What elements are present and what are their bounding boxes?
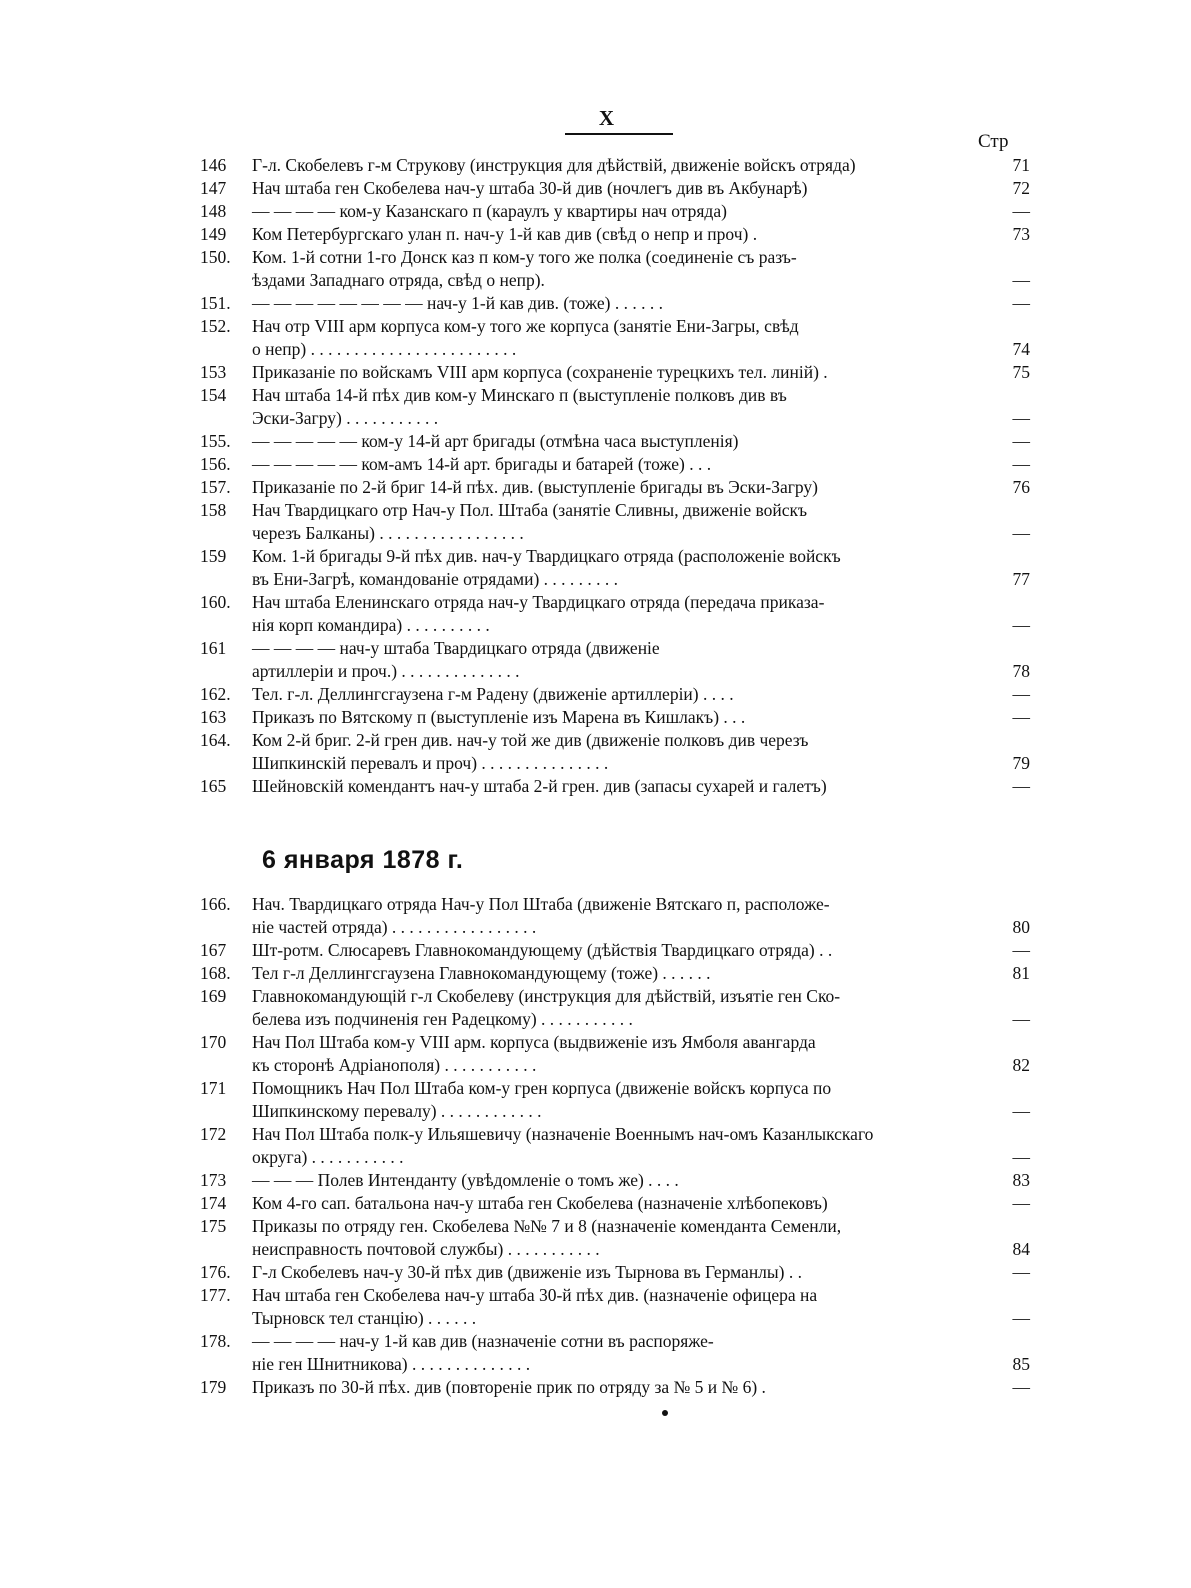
entry-page: 80 xyxy=(1012,917,1030,937)
entry-page: — xyxy=(1012,1101,1030,1121)
entry-number: 165 xyxy=(200,776,227,796)
entry-line: черезъ Балканы) . . . . . . . . . . . . . . . . . xyxy=(252,523,524,543)
entry-number: 164. xyxy=(200,730,231,750)
entry-line: Приказъ по 30-й пѣх. див (повтореніе прик по отряду за № 5 и № 6) . xyxy=(252,1377,766,1397)
entry-line: Приказъ по Вятскому п (выступленіе изъ Марена въ Кишлакъ) . . . xyxy=(252,707,746,727)
header-rule xyxy=(565,133,673,135)
entry-number: 166. xyxy=(200,894,231,914)
entry-line: Приказы по отряду ген. Скобелева №№ 7 и 8 (назначеніе коменданта Семенли, xyxy=(252,1216,842,1236)
toc-entry xyxy=(200,476,1030,499)
entry-line: къ сторонѣ Адріанополя) . . . . . . . . . . . xyxy=(252,1055,537,1075)
entry-number: 177. xyxy=(200,1285,231,1305)
entry-description xyxy=(252,1077,996,1123)
entry-description xyxy=(252,545,996,591)
page-column-label: Стр xyxy=(978,131,1009,152)
entry-number: 162. xyxy=(200,684,231,704)
entry-page: — xyxy=(1012,270,1030,290)
entry-number: 149 xyxy=(200,224,227,244)
entry-line: — — — — нач-у 1-й кав див (назначеніе сотни въ распоряже- xyxy=(252,1331,714,1351)
toc-entry xyxy=(200,246,1030,292)
entry-description xyxy=(252,361,996,384)
entry-line: Нач штаба ген Скобелева нач-у штаба 30-й див (ночлегъ див въ Акбунарѣ) xyxy=(252,178,808,198)
entry-page: 75 xyxy=(1012,362,1030,382)
entry-description xyxy=(252,985,996,1031)
toc-entry xyxy=(200,1330,1030,1376)
entry-line: Ком Петербургскаго улан п. нач-у 1-й кав див (свѣд о непр и проч) . xyxy=(252,224,758,244)
entry-page: — xyxy=(1012,1377,1030,1397)
toc-entry xyxy=(200,453,1030,476)
toc-section-2 xyxy=(200,893,1030,1399)
entry-line: Приказаніе по войскамъ VIII арм корпуса (сохраненіе турецкихъ тел. линій) . xyxy=(252,362,828,382)
entry-number: 175 xyxy=(200,1216,227,1236)
entry-number: 158 xyxy=(200,500,227,520)
toc-entry xyxy=(200,637,1030,683)
entry-line: — — — — — ком-амъ 14-й арт. бригады и батарей (тоже) . . . xyxy=(252,454,712,474)
entry-description xyxy=(252,154,996,177)
toc-entry xyxy=(200,545,1030,591)
toc-entry xyxy=(200,1123,1030,1169)
entry-description xyxy=(252,637,996,683)
entry-description xyxy=(252,292,996,315)
entry-line: артиллеріи и проч.) . . . . . . . . . . . . . . xyxy=(252,661,520,681)
toc-entry xyxy=(200,591,1030,637)
entry-number: 148 xyxy=(200,201,227,221)
entry-description xyxy=(252,453,996,476)
entry-line: ніе частей отряда) . . . . . . . . . . . . . . . . . xyxy=(252,917,537,937)
entry-page: — xyxy=(1012,431,1030,451)
entry-page: — xyxy=(1012,1193,1030,1213)
entry-line: ѣздами Западнаго отряда, свѣд о непр). xyxy=(252,270,545,290)
entry-line: нія корп командира) . . . . . . . . . . xyxy=(252,615,490,635)
entry-number: 150. xyxy=(200,247,231,267)
entry-line: Ком 4-го сап. батальона нач-у штаба ген Скобелева (назначеніе хлѣбопековъ) xyxy=(252,1193,828,1213)
toc-entry xyxy=(200,430,1030,453)
toc-entry xyxy=(200,775,1030,798)
entry-description xyxy=(252,476,996,499)
entry-description xyxy=(252,200,996,223)
entry-number: 154 xyxy=(200,385,227,405)
toc-entry xyxy=(200,706,1030,729)
entry-line: Нач штаба Еленинскаго отряда нач-у Твардицкаго отряда (передача приказа- xyxy=(252,592,825,612)
entry-line: Главнокомандующій г-л Скобелеву (инструкция для дѣйствій, изъятіе ген Ско- xyxy=(252,986,841,1006)
toc-entry xyxy=(200,962,1030,985)
entry-page: — xyxy=(1012,1009,1030,1029)
entry-description xyxy=(252,384,996,430)
entry-number: 156. xyxy=(200,454,231,474)
toc-entry xyxy=(200,1376,1030,1399)
entry-description xyxy=(252,962,996,985)
entry-page: — xyxy=(1012,523,1030,543)
toc-entry xyxy=(200,1077,1030,1123)
entry-line: — — — — — ком-у 14-й арт бригады (отмѣна часа выступленія) xyxy=(252,431,739,451)
entry-line: белева изъ подчиненія ген Радецкому) . . . . . . . . . . . xyxy=(252,1009,633,1029)
entry-description xyxy=(252,1376,996,1399)
entry-page: 81 xyxy=(1012,963,1030,983)
entry-number: 178. xyxy=(200,1331,231,1351)
entry-page: — xyxy=(1012,707,1030,727)
toc-entry xyxy=(200,499,1030,545)
toc-entry xyxy=(200,384,1030,430)
entry-page: 74 xyxy=(1012,339,1030,359)
entry-line: о непр) . . . . . . . . . . . . . . . . . . . . . . . . xyxy=(252,339,517,359)
entry-number: 161 xyxy=(200,638,227,658)
entry-description xyxy=(252,177,996,200)
entry-line: Тел г-л Деллингсгаузена Главнокомандующему (тоже) . . . . . . xyxy=(252,963,711,983)
entry-line: Нач Пол Штаба ком-у VIII арм. корпуса (выдвиженіе изъ Ямболя авангарда xyxy=(252,1032,816,1052)
toc-entry xyxy=(200,985,1030,1031)
entry-description xyxy=(252,1330,996,1376)
entry-page: — xyxy=(1012,1262,1030,1282)
entry-line: Приказаніе по 2-й бриг 14-й пѣх. див. (выступленіе бригады въ Эски-Загру) xyxy=(252,477,818,497)
toc-entry xyxy=(200,361,1030,384)
entry-line: округа) . . . . . . . . . . . xyxy=(252,1147,404,1167)
toc-entry xyxy=(200,683,1030,706)
entry-page: 79 xyxy=(1012,753,1030,773)
entry-line: Ком. 1-й сотни 1-го Донск каз п ком-у того же полка (соединеніе съ разъ- xyxy=(252,247,797,267)
toc-entry xyxy=(200,1169,1030,1192)
entry-line: Нач Твардицкаго отр Нач-у Пол. Штаба (занятіе Сливны, движеніе войскъ xyxy=(252,500,808,520)
entry-description xyxy=(252,1192,996,1215)
entry-line: Эски-Загру) . . . . . . . . . . . xyxy=(252,408,439,428)
entry-line: Нач Пол Штаба полк-у Ильяшевичу (назначеніе Военнымъ нач-омъ Казанлыкскаго xyxy=(252,1124,874,1144)
entry-description xyxy=(252,1261,996,1284)
entry-description xyxy=(252,1031,996,1077)
entry-page: — xyxy=(1012,1147,1030,1167)
entry-description xyxy=(252,499,996,545)
entry-description xyxy=(252,729,996,775)
entry-page: — xyxy=(1012,940,1030,960)
entry-page: — xyxy=(1012,293,1030,313)
entry-line: Шт-ротм. Слюсаревъ Главнокомандующему (дѣйствія Твардицкаго отряда) . . xyxy=(252,940,833,960)
entry-number: 168. xyxy=(200,963,231,983)
entry-description xyxy=(252,1215,996,1261)
toc-entry xyxy=(200,315,1030,361)
entry-page: — xyxy=(1012,684,1030,704)
entry-line: Помощникъ Нач Пол Штаба ком-у грен корпуса (движеніе войскъ корпуса по xyxy=(252,1078,832,1098)
entry-line: Г-л. Скобелевъ г-м Струкову (инструкция для дѣйствій, движеніе войскъ отряда) xyxy=(252,155,856,175)
entry-page: 76 xyxy=(1012,477,1030,497)
entry-description xyxy=(252,939,996,962)
entry-number: 152. xyxy=(200,316,231,336)
toc-entry xyxy=(200,1031,1030,1077)
entry-page: 85 xyxy=(1012,1354,1030,1374)
entry-description xyxy=(252,246,996,292)
entry-page: 73 xyxy=(1012,224,1030,244)
entry-description xyxy=(252,893,996,939)
entry-page: 82 xyxy=(1012,1055,1030,1075)
entry-line: Шипкинскій перевалъ и проч) . . . . . . . . . . . . . . . xyxy=(252,753,609,773)
entry-description xyxy=(252,315,996,361)
entry-line: Нач отр VIII арм корпуса ком-у того же корпуса (занятіе Ени-Загры, свѣд xyxy=(252,316,799,336)
entry-number: 176. xyxy=(200,1262,231,1282)
toc-entry xyxy=(200,177,1030,200)
entry-description xyxy=(252,683,996,706)
entry-number: 179 xyxy=(200,1377,227,1397)
entry-description xyxy=(252,430,996,453)
entry-line: ніе ген Шнитникова) . . . . . . . . . . . . . . xyxy=(252,1354,531,1374)
entry-line: — — — — нач-у штаба Твардицкаго отряда (движеніе xyxy=(252,638,660,658)
entry-page: — xyxy=(1012,776,1030,796)
entry-number: 167 xyxy=(200,940,227,960)
entry-line: — — — — — — — — нач-у 1-й кав див. (тоже) . . . . . . xyxy=(252,293,663,313)
entry-number: 151. xyxy=(200,293,231,313)
entry-line: Шипкинскому перевалу) . . . . . . . . . . . . xyxy=(252,1101,542,1121)
entry-number: 171 xyxy=(200,1078,227,1098)
entry-description xyxy=(252,1169,996,1192)
entry-description xyxy=(252,775,996,798)
entry-line: Нач. Твардицкаго отряда Нач-у Пол Штаба (движеніе Вятскаго п, расположе- xyxy=(252,894,830,914)
entry-line: — — — — ком-у Казанскаго п (караулъ у квартиры нач отряда) xyxy=(252,201,727,221)
entry-number: 170 xyxy=(200,1032,227,1052)
toc-entry xyxy=(200,223,1030,246)
toc-entry xyxy=(200,1284,1030,1330)
toc-entry xyxy=(200,292,1030,315)
toc-section-1 xyxy=(200,154,1030,798)
toc-entry xyxy=(200,729,1030,775)
entry-line: неисправность почтовой службы) . . . . . . . . . . . xyxy=(252,1239,600,1259)
toc-entry xyxy=(200,939,1030,962)
entry-line: въ Ени-Загрѣ, командованіе отрядами) . . . . . . . . . xyxy=(252,569,619,589)
entry-page: 77 xyxy=(1012,569,1030,589)
toc-entry xyxy=(200,154,1030,177)
entry-page: — xyxy=(1012,615,1030,635)
entry-number: 160. xyxy=(200,592,231,612)
entry-line: — — — Полев Интенданту (увѣдомленіе о томъ же) . . . . xyxy=(252,1170,679,1190)
entry-number: 153 xyxy=(200,362,227,382)
toc-entry xyxy=(200,1192,1030,1215)
entry-line: Нач штаба ген Скобелева нач-у штаба 30-й пѣх див. (назначеніе офицера на xyxy=(252,1285,818,1305)
date-heading: 6 января 1878 г. xyxy=(262,846,464,874)
page-number-roman: X xyxy=(598,106,615,130)
entry-page: — xyxy=(1012,454,1030,474)
entry-number: 174 xyxy=(200,1193,227,1213)
entry-number: 147 xyxy=(200,178,227,198)
entry-page: — xyxy=(1012,1308,1030,1328)
entry-page: 84 xyxy=(1012,1239,1030,1259)
entry-page: — xyxy=(1012,408,1030,428)
page-dot-mark xyxy=(662,1410,668,1416)
entry-number: 146 xyxy=(200,155,227,175)
entry-number: 155. xyxy=(200,431,231,451)
entry-description xyxy=(252,706,996,729)
entry-line: Тырновск тел станцію) . . . . . . xyxy=(252,1308,477,1328)
toc-entry xyxy=(200,1261,1030,1284)
entry-number: 157. xyxy=(200,477,231,497)
entry-number: 169 xyxy=(200,986,227,1006)
entry-description xyxy=(252,1123,996,1169)
toc-entry xyxy=(200,893,1030,939)
entry-page: — xyxy=(1012,201,1030,221)
entry-page: 78 xyxy=(1012,661,1030,681)
entry-number: 159 xyxy=(200,546,227,566)
entry-page: 71 xyxy=(1012,155,1030,175)
entry-page: 72 xyxy=(1012,178,1030,198)
entry-line: Ком. 1-й бригады 9-й пѣх див. нач-у Твардицкаго отряда (расположеніе войскъ xyxy=(252,546,841,566)
entry-line: Тел. г-л. Деллингсгаузена г-м Радену (движеніе артиллеріи) . . . . xyxy=(252,684,734,704)
entry-line: Ком 2-й бриг. 2-й грен див. нач-у той же див (движеніе полковъ див черезъ xyxy=(252,730,809,750)
toc-entry xyxy=(200,1215,1030,1261)
entry-description xyxy=(252,1284,996,1330)
entry-line: Шейновскій комендантъ нач-у штаба 2-й грен. див (запасы сухарей и галетъ) xyxy=(252,776,827,796)
entry-line: Г-л Скобелевъ нач-у 30-й пѣх див (движеніе изъ Тырнова въ Германлы) . . xyxy=(252,1262,803,1282)
entry-page: 83 xyxy=(1012,1170,1030,1190)
entry-number: 173 xyxy=(200,1170,227,1190)
entry-line: Нач штаба 14-й пѣх див ком-у Минскаго п (выступленіе полковъ див въ xyxy=(252,385,787,405)
entry-number: 163 xyxy=(200,707,227,727)
toc-entry xyxy=(200,200,1030,223)
entry-description xyxy=(252,223,996,246)
entry-number: 172 xyxy=(200,1124,227,1144)
entry-description xyxy=(252,591,996,637)
